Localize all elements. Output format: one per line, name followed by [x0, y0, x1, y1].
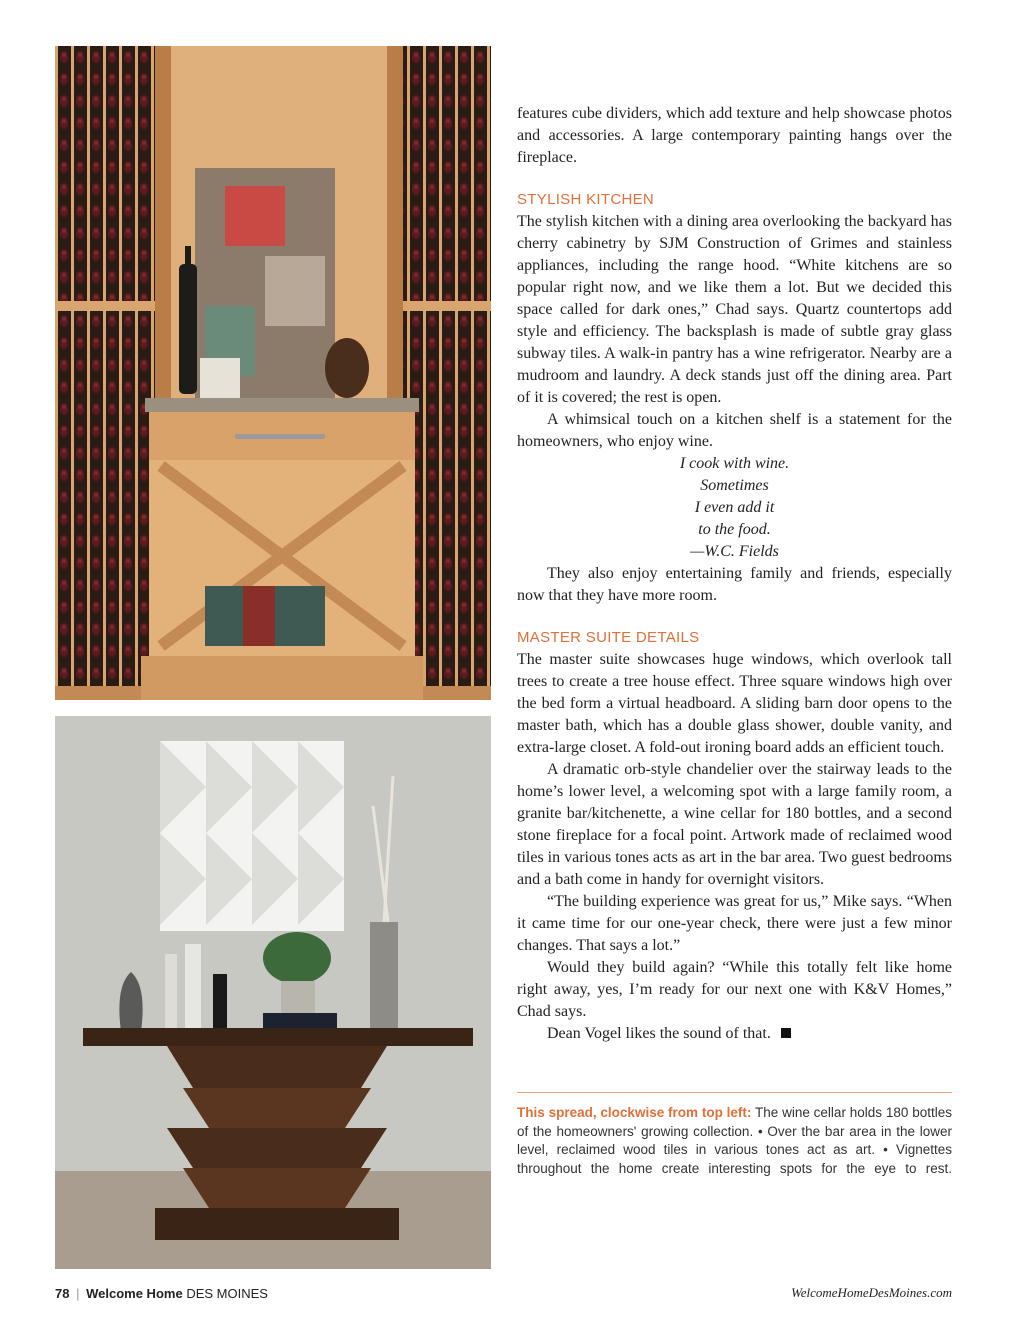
quote-poem — [517, 453, 952, 563]
poem-attribution: —W.C. Fields — [690, 543, 779, 560]
intro-paragraph: features cube dividers, which add texture and help showcase photos and accessories. A large contemporary painting hangs over the fireplace. — [517, 105, 952, 166]
folio — [55, 1286, 268, 1301]
caption-lead: This spread, clockwise from top left: — [517, 1105, 752, 1120]
master-paragraph-5 — [517, 1023, 952, 1045]
magazine-name: Welcome Home — [86, 1286, 183, 1301]
kitchen-heading: STYLISH KITCHEN — [517, 191, 655, 208]
bar-vignette-photo — [55, 716, 491, 1269]
poem-line: I even add it — [694, 499, 775, 516]
poem-line: I cook with wine. — [679, 455, 790, 472]
kitchen-paragraph-3: They also enjoy entertaining family and friends, especially now that they have more room. — [517, 565, 952, 604]
poem-line: Sometimes — [700, 477, 769, 494]
closing-sentence: Dean Vogel likes the sound of that. — [547, 1025, 771, 1042]
master-suite-heading: MASTER SUITE DETAILS — [517, 629, 700, 646]
master-paragraph-2: A dramatic orb-style chandelier over the stairway leads to the home’s lower level, a welcoming spot with a large family room, a granite bar/kitchenette, a wine cellar for 180 bottles, and a second stone fireplace for a focal point. Artwork made of reclaimed wood tiles in various tones acts as art in the bar area. Two guest bedrooms and a bath come in handy for overnight visitors. — [517, 761, 952, 888]
master-paragraph-1: The master suite showcases huge windows, which overlook tall trees to create a tree house effect. Three square windows high over the bed form a virtual headboard. A sliding barn door opens to the master bath, which has a double glass shower, double vanity, and extra-large closet. A fold-out ironing board adds an efficient touch. — [517, 651, 952, 756]
folio-separator: | — [76, 1286, 80, 1301]
end-mark-icon — [781, 1028, 791, 1038]
caption-text: The wine cellar holds 180 bottles of the homeowners' growing collection. • Over the bar area in the lower level, reclaimed wood tiles in various tones act as art. • Vignettes throughout the home create interesting spots for the eye to rest. — [517, 1105, 952, 1176]
magazine-city: DES MOINES — [186, 1286, 268, 1301]
master-paragraph-3: “The building experience was great for us,” Mike says. “When it came time for our one-year check, there were just a few minor changes. That says a lot.” — [517, 893, 952, 954]
page-number: 78 — [55, 1286, 70, 1301]
photo-caption — [517, 1104, 952, 1178]
website-url[interactable]: WelcomeHomeDesMoines.com — [791, 1285, 952, 1300]
bar-vignette-illustration — [55, 716, 491, 1269]
wine-cellar-illustration — [55, 46, 491, 700]
kitchen-paragraph-2: A whimsical touch on a kitchen shelf is a statement for the homeowners, who enjoy wine. — [517, 411, 952, 450]
poem-line: to the food. — [698, 521, 771, 538]
kitchen-paragraph-1: The stylish kitchen with a dining area overlooking the backyard has cherry cabinetry by SJM Construction of Grimes and stainless appliances, including the range hood. “White kitchens are so popular right now, and we like them a lot. But we decided this space called for dark ones,” Chad says. Quartz countertops add style and efficiency. The backsplash is made of subtle gray glass subway tiles. A walk-in pantry has a wine refrigerator. Nearby are a mudroom and laundry. A deck stands just off the dining area. Part of it is covered; the rest is open. — [517, 213, 952, 406]
article-column — [517, 103, 952, 1045]
master-paragraph-4: Would they build again? “While this totally felt like home right away, yes, I’m ready for our next one with K&V Homes,” Chad says. — [517, 959, 952, 1020]
wine-cellar-photo — [55, 46, 491, 700]
caption-divider — [517, 1092, 952, 1093]
